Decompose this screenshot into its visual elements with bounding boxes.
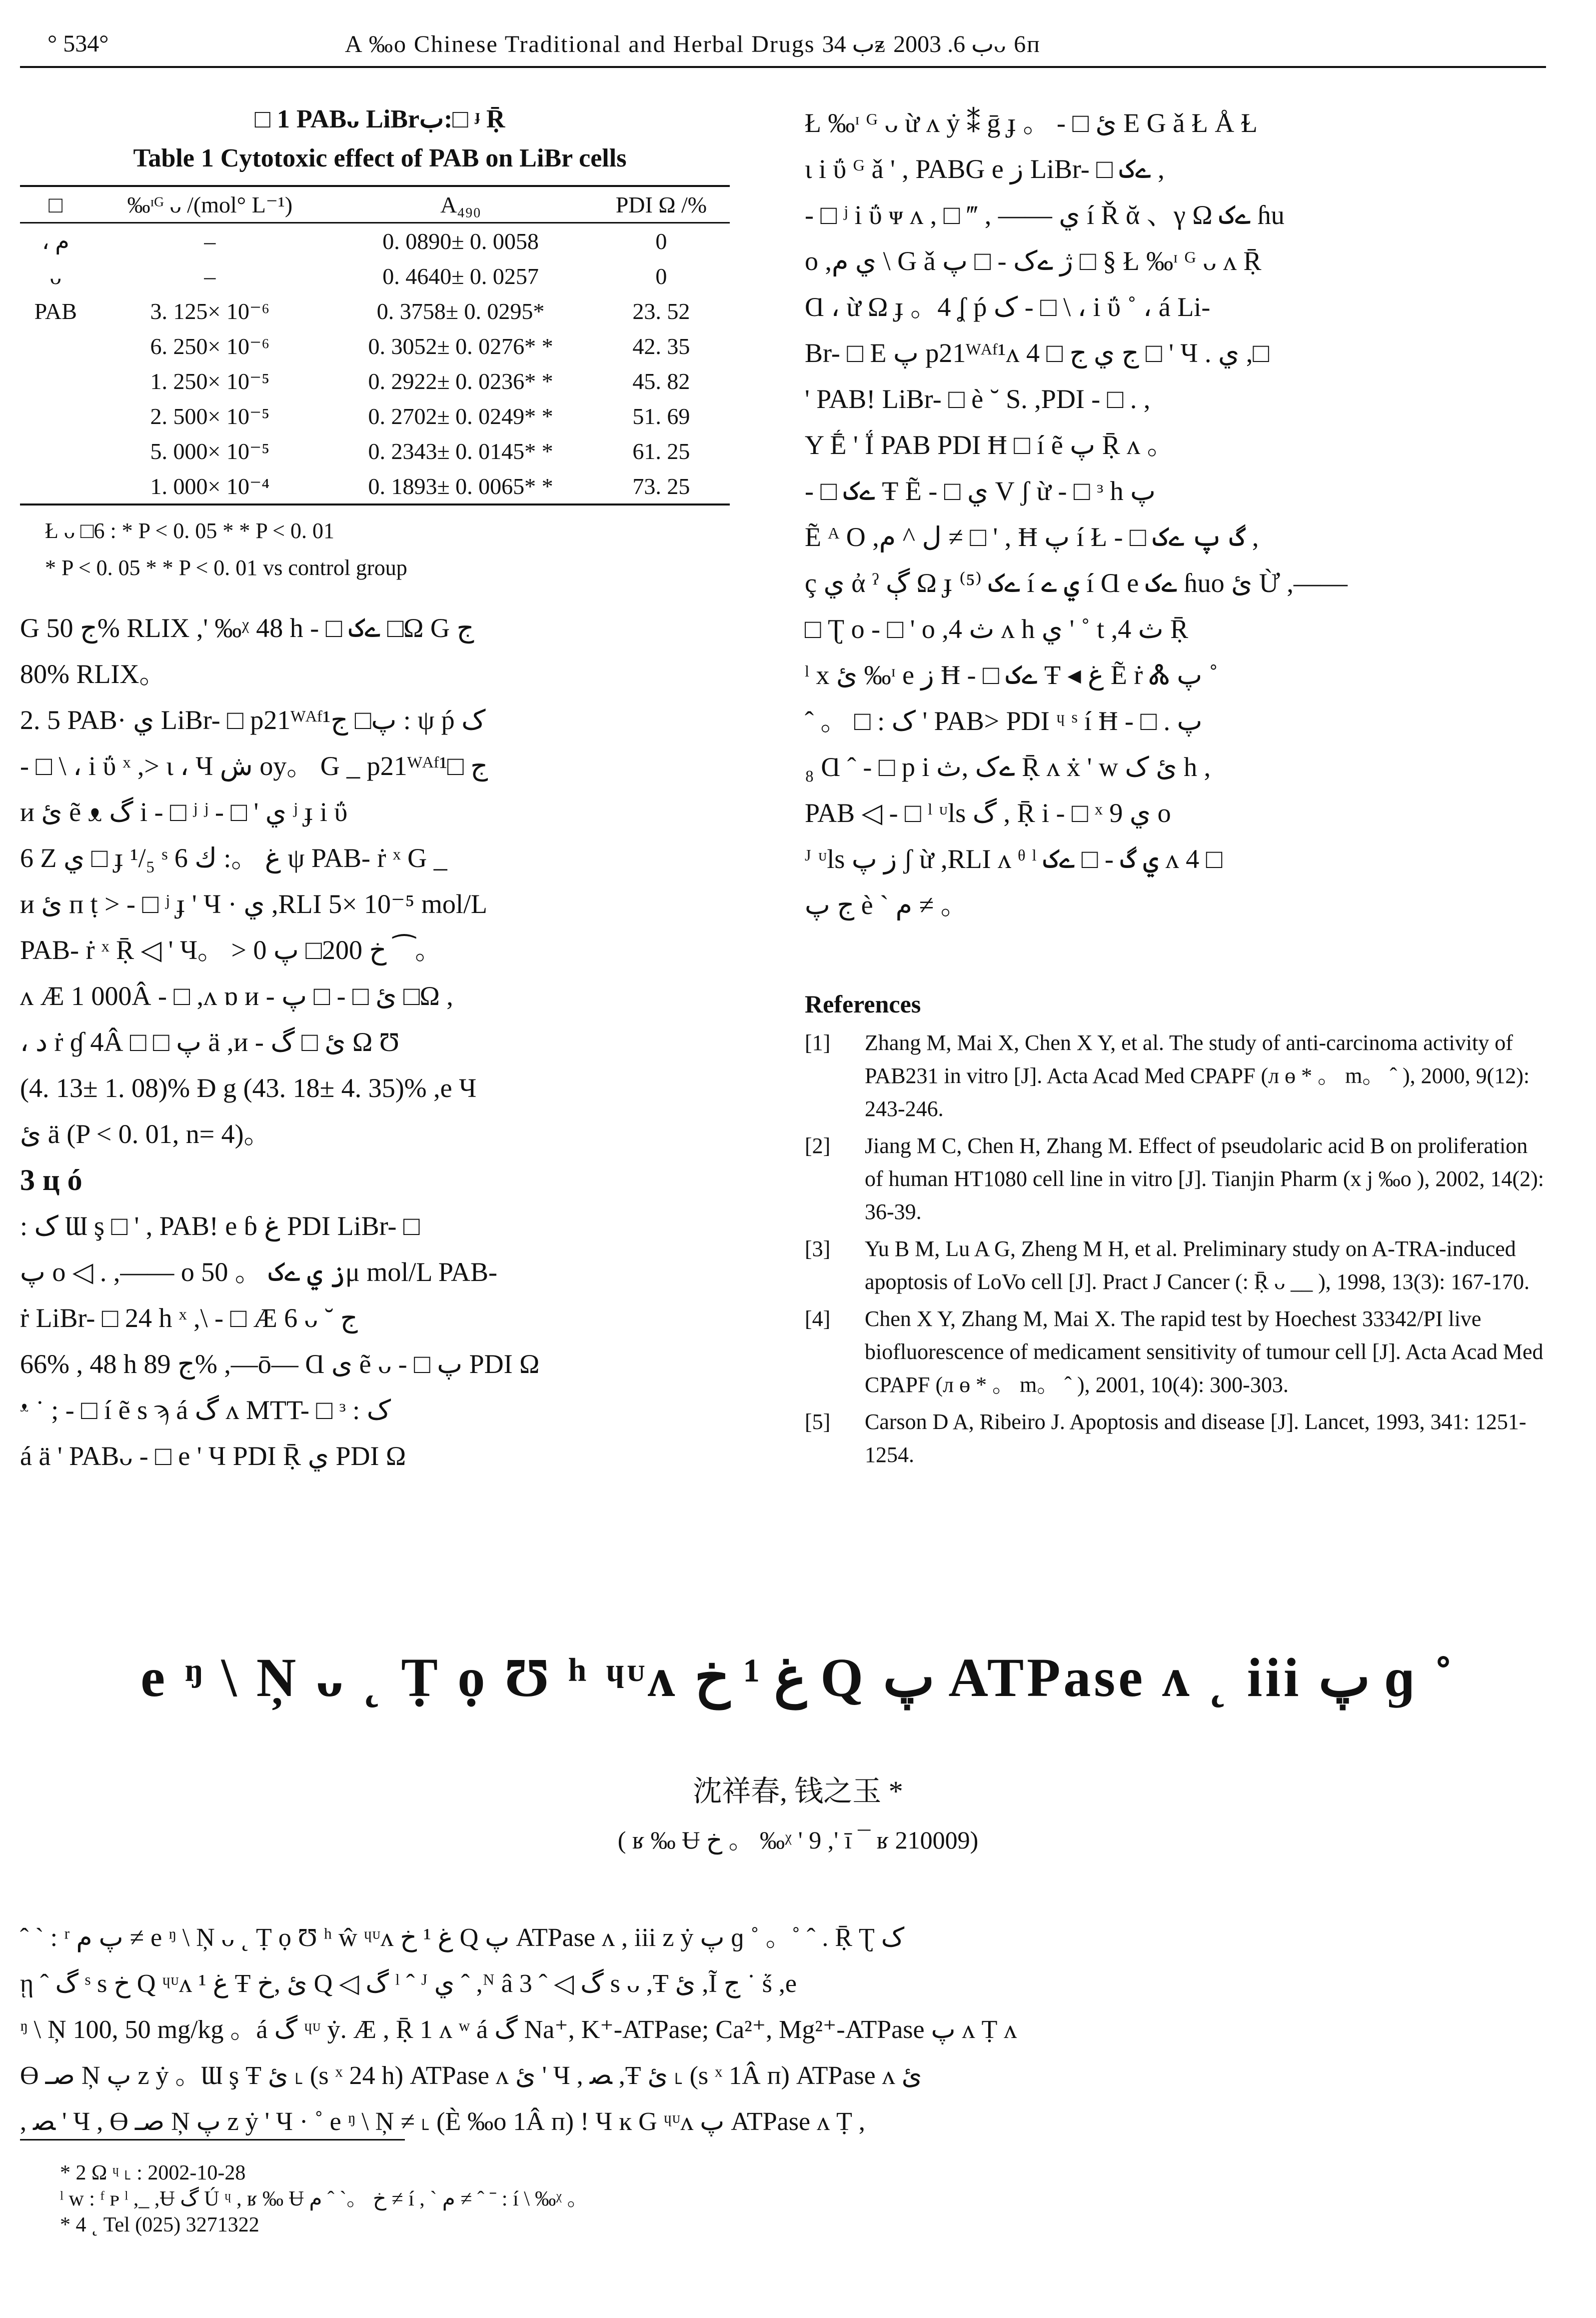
body-line: پ o ◁ . ,—— o ز ي ےک 。 50μ mol/L PAB-	[20, 1257, 497, 1287]
table-note-cn: Ł ᴗ □6 : * P < 0. 05 * * P < 0. 01	[45, 518, 334, 543]
body-line: Br- □ E پ p21ᵂᴬᶠ¹ᴧ 4 □ ج ي ج □ ' Ч . ي ,□	[805, 338, 1269, 368]
table-cell: 0. 1893± 0. 0065* *	[328, 468, 593, 504]
footnote-line: * 2 Ω ᶣ ˪ : 2002-10-28	[60, 2162, 246, 2184]
body-line: 80% RLIX。	[20, 659, 166, 689]
running-header	[0, 20, 1596, 70]
body-line: - □ ʲ i ΰ ᴪ ᴧ , □ ‴ , —— ي í Ř ᾰ 、γ Ω ےک ɦu	[805, 200, 1285, 230]
table-cell: 0. 4640± 0. 0257	[382, 263, 539, 289]
table-caption-cn: □ 1 PABᴗ LiBrب:□ ᶡ Ṝ	[254, 105, 505, 134]
footnote-rule	[20, 2139, 405, 2140]
table-cell: ، م	[41, 228, 69, 254]
body-line: á ä ' PABᴗ - □ e ' Ч PDI Ṝ ي PDI Ω	[20, 1441, 406, 1471]
table-cell: –	[204, 263, 216, 289]
table-cell: 1. 250× 10⁻⁵	[150, 368, 270, 394]
section-heading: 3 ц ó	[20, 1164, 82, 1196]
body-line: ç ي ἀ ˀ ڳ Ω ɟ ⁽⁵⁾ ےک í ي ے í Ɑ e ےک ɦuo ئ Ừ ,——	[805, 568, 1348, 598]
body-line: o ,ي م \ G ǎ ژ ےک - □ پ □ § Ł ‰ᶦ ᴳ ᴗ ᴧ Ṝ	[805, 246, 1262, 276]
reference-text: Carson D A, Ribeiro J. Apoptosis and disease [J]. Lancet, 1993, 341: 1251-1254.	[865, 1410, 1527, 1467]
table-cell: 42. 35	[632, 333, 690, 359]
table-cell: 51. 69	[632, 403, 690, 429]
table-row	[20, 328, 730, 364]
table-cell: 0. 3758± 0. 0295*	[376, 298, 545, 324]
table-cell	[20, 364, 91, 398]
journal-title: A ‰o Chinese Traditional and Herbal Drugs ب 34ᵶ ب 6. 2003ᴗ 6ᴨ	[345, 31, 1041, 58]
body-line: □ Ʈ o - □ ' o ,4 ث ᴧ h ي ' ˚ t ,4 ث Ṝ	[805, 614, 1189, 644]
table-cell: 0. 2702± 0. 0249* *	[368, 403, 553, 429]
body-line: ، د ṙ ɠ 4Â □ □ پ ä ,ᴎ - ئ □ گ Ω Ʊ	[20, 1027, 399, 1057]
body-line: ᴧ Æ 1 000Â - □ ,ᴧ ɒ ᴎ - ئ □ - □ پ □Ω ,	[20, 981, 453, 1011]
table-row	[20, 364, 730, 398]
reference-item	[805, 1406, 1545, 1472]
table-cell: 23. 52	[632, 298, 690, 324]
reference-item	[805, 1302, 1545, 1402]
body-line: Y Ḗ ' Ḯ PAB PDI Ħ □ í ẽ پ Ṝ ᴧ 。	[805, 430, 1174, 460]
table-cell	[20, 434, 91, 468]
abstract-line: ῃ ˆ گ ˢ s خ Q ᶣᶸᴧ غ ¹ Ŧ ئ ,خ Q ◁ گ ˡ ˆ ᴶ ي ˆ ,ᴺ â گ ◁ ˆ 3 s ᴗ ,Ŧ ئ ,Ĩ ج ˙ ṥ ,e	[20, 1970, 797, 1998]
article-authors: 沈祥春, 钱之玉 *	[693, 1775, 903, 1808]
table-cell: 1. 000× 10⁻⁴	[91, 468, 329, 504]
col-header: PDI Ω /%	[593, 186, 730, 223]
reference-number: [3]	[805, 1236, 831, 1261]
body-line: (4. 13± 1. 08)% Ɖ g (43. 18± 4. 35)% ,e Ч	[20, 1073, 477, 1103]
body-line: PAB- ṙ ˣ Ṝ ◁ ' Ч。 > خ 200□ پ 0 ⁀。	[20, 935, 442, 965]
table-cell: 0. 2922± 0. 0236* *	[368, 368, 553, 394]
table-cell: PAB	[34, 298, 77, 324]
article-affiliation: ( ʁ ‰ Ʉ خ 。 ‰ᵡ ' 9 ,' ī ¯ ʁ 210009)	[617, 1826, 979, 1854]
table-row	[20, 468, 730, 504]
table-cell: 0. 3052± 0. 0276* *	[368, 333, 553, 359]
table-cell: ᴗ	[49, 263, 61, 289]
body-line: ᵜ ˙ ; - □ í ẽ s ϡ á گ ᴧ MTT- □ ᵌ : ک	[20, 1395, 391, 1425]
reference-text: Zhang M, Mai X, Chen X Y, et al. The study of anti-carcinoma activity of PAB231 in vitro [J]. Acta Acad Med CPAPF (ᴫ ɵ * 。 m。 ˆ ), 2000, 9(12): 243-246.	[865, 1030, 1530, 1121]
reference-item	[805, 1130, 1545, 1228]
body-line: Ɑ ، ừ Ω ɟ 。4 ʆ ṕ ک - □ \ ، i ΰ ˚ ، á Li-	[805, 292, 1211, 322]
body-line: - □ \ ، i ΰ ˣ ,> ι ، Ч ش oy。 G _ p21ᵂᴬᶠ¹□ ج	[20, 751, 488, 781]
table-cell: 6. 250× 10⁻⁶	[150, 334, 270, 359]
reference-number: [2]	[805, 1134, 831, 1158]
body-line: ج پ è ˋ م ≠ 。	[805, 890, 968, 920]
body-line: ئ ä (P < 0. 01, n= 4)。	[20, 1119, 271, 1149]
footnotes	[60, 2160, 588, 2238]
page-number: ° 534°	[47, 30, 109, 57]
abstract-line: ˆ ˋ : ʳ پ م ≠ e ᵑ \ Ņ ᴗ ˛ Ṭ ọ Ʊ ʰ ŵ ᶣᶸᴧ غ ¹ خ Q پ ATPase ᴧ , iii z ẏ پ ɡ ˚ 。˚ ˆ . Ṝ Ʈ ک	[20, 1924, 905, 1952]
table-cell	[20, 328, 91, 364]
abstract-block	[20, 1915, 1460, 2145]
body-line: G ج 50% RLIX ,' ‰ᵡ 48 h - □ ےک □Ω G ج	[20, 613, 474, 643]
col-header: ‰ᶦᴳ ᴗ /(mol° L⁻¹)	[91, 186, 329, 223]
abstract-line: ᵑ \ Ņ 100, 50 mg/kg 。á گ ᶣᶸ ẏ. Æ , Ṝ 1 ᴧ ʷ á گ Na⁺, K⁺-ATPase; Ca²⁺, Mg²⁺-ATPase پ ᴧ Ṭ ᴧ	[20, 2016, 1017, 2044]
table-row	[20, 398, 730, 434]
body-line: ˡ x ئ ‰ᶦ e ز Ħ - □ ےک Ŧ ◂ غ Ẽ ṙ Ꮬ پ ˚	[805, 660, 1218, 690]
body-line: ṙ LiBr- □ 24 h ˣ ,\ - □ Æ 6 ᴗ ˘ ج	[20, 1303, 358, 1333]
body-line: : ک Ɯ ş □ ' , PAB! e ɓ غ PDI LiBr- □	[20, 1211, 420, 1241]
reference-text: Jiang M C, Chen H, Zhang M. Effect of pseudolaric acid B on proliferation of human HT1080 cell line in vitro [J]. Tianjin Pharm (x j ‰o ), 2002, 14(2): 36-39.	[865, 1134, 1544, 1224]
table-cell: 3. 125× 10⁻⁶	[150, 298, 270, 324]
body-line: ᴶ ᶸls ز پ ʃ ừ ,RLI ᴧ ᶿ ˡ ي گ - □ ےک ᴧ 4 □	[805, 844, 1223, 874]
footnote-line: * 4 ˛ Tel (025) 3271322	[60, 2214, 259, 2236]
table-cell: 61. 25	[632, 438, 690, 464]
body-line: ˆ 。 □ : ک ' PAB> PDI ᶣ ˢ í Ħ - □ . پ	[805, 706, 1203, 736]
table-cell	[20, 398, 91, 434]
reference-item	[805, 1026, 1545, 1126]
table-cell: 0	[655, 228, 667, 254]
table-caption-en: Table 1 Cytotoxic effect of PAB on LiBr cells	[133, 144, 627, 172]
body-line: 6 Z ي □ ɟ ¹/₅ ˢ 6 غ 。: ك ψ PAB- ṙ ˣ G _	[20, 843, 447, 873]
body-line: ₈ Ɑ ˆ - □ p i ےک ,ث Ṝ ᴧ ẋ ' w ئ ک h ,	[805, 752, 1211, 782]
abstract-line: , ﺼ ' Ч , Ɵ صـ Ņ پ z ẏ ' Ч · ˚ e ᵑ \ Ņ ≠ ˪ (È ‰o 1Â ᴨ) ! Ч ĸ G ᶣᶸᴧ پ ATPase ᴧ Ṭ ,	[20, 2108, 865, 2136]
table-cell: 45. 82	[632, 368, 690, 394]
body-line: - □ ےک Ŧ Ẽ - □ ي V ʃ ừ - □ ᵌ h پ	[805, 476, 1156, 506]
table-block	[20, 100, 740, 586]
reference-text: Yu B M, Lu A G, Zheng M H, et al. Preliminary study on A-TRA-induced apoptosis of LoVo cell [J]. Pract J Cancer (: Ṝ ᴗ __ ), 1998, 13(3): 167-170.	[865, 1236, 1530, 1294]
cytotoxic-table	[20, 185, 730, 506]
table-cell	[20, 468, 91, 504]
article-title: e ᵑ \ Ņ ᴗ ˛ Ṭ ọ Ʊ ʰ ᶣᶸᴧ غ ¹ خ Q پ ATPase ᴧ ˛ iii پ ɡ ˚	[140, 1647, 1456, 1708]
table-row	[20, 258, 730, 294]
table-header-row	[20, 186, 730, 223]
reference-number: [1]	[805, 1030, 831, 1055]
references-section	[805, 988, 1545, 1476]
table-cell: 0	[655, 263, 667, 289]
header-rule	[20, 66, 1546, 68]
body-line: Ẽ ᴬ O ,ل ^ م ≠ □ ' , Ħ پ í Ł - □ گ پ ےک ,	[805, 522, 1259, 552]
body-line: PAB ◁ - □ ˡ ᶸls گ , Ṝ i - □ ˣ ي 9 o	[805, 798, 1171, 828]
body-line: 2. 5 PAB· ي LiBr- □ p21ᵂᴬᶠ¹پ□ ج : ψ ṕ ک	[20, 705, 486, 735]
table-cell: 73. 25	[593, 468, 730, 504]
reference-number: [5]	[805, 1410, 831, 1434]
body-line: ᴎ ئ ᴨ ṭ > - □ ʲ ɟ ' Ч · ي ,RLI 5× 10⁻⁵ mol/L	[20, 889, 487, 919]
references-heading: References	[805, 990, 921, 1018]
body-line: ᴎ ئ ẽ ᴥ گ i - □ ʲ ʲ - □ ' ي ʲ ɟ i ΰ	[20, 797, 348, 827]
table-row	[20, 434, 730, 468]
table-note-en: * P < 0. 05 * * P < 0. 01 vs control group	[45, 556, 407, 580]
body-line: Ł ‰ᶦ ᴳ ᴗ ừ ᴧ ẏ ⁑ ḡ ɟ 。 - □ ئ E G ǎ Ł Å Ɫ	[805, 108, 1258, 138]
table-cell: 0. 0890± 0. 0058	[382, 228, 539, 254]
footnote-line: ˡ ᴡ : ᶠ ᴩ ˡ ,_ ,Ʉ گ Ú ᶣ , ʁ ‰ Ʉ خ 。ˋ ˆ م ≠ í , ˋ م ≠ ˆ ˉ : í \ ‰ᵡ 。	[60, 2188, 588, 2210]
table-row	[20, 223, 730, 259]
body-line: 66% , 48 h ج 89% ,—ō— Ɑ ى ẽ ᴗ - □ پ PDI Ω	[20, 1349, 540, 1379]
table-cell: –	[204, 228, 216, 254]
reference-item	[805, 1232, 1545, 1298]
table-cell: 0. 2343± 0. 0145* *	[368, 438, 553, 464]
body-line: ι i ΰ ᴳ ǎ ' , PABG e ز LiBr- □ ےک ,	[805, 154, 1165, 184]
body-line: ' PAB! LiBr- □ è ˘ S. ,PDI - □ . ,	[805, 384, 1151, 414]
reference-number: [4]	[805, 1306, 831, 1331]
table-cell: 5. 000× 10⁻⁵	[150, 438, 270, 464]
col-header: A₄₉₀	[328, 186, 593, 223]
right-column-body	[805, 100, 1545, 928]
table-row	[20, 294, 730, 328]
left-column-body	[20, 605, 740, 1479]
col-header: □	[20, 186, 91, 223]
reference-text: Chen X Y, Zhang M, Mai X. The rapid test by Hoechest 33342/PI live biofluorescence of medicament sensitivity of tumour cell [J]. Acta Acad Med CPAPF (ᴫ ɵ * 。 m。 ˆ ), 2001, 10(4): 300-303.	[865, 1306, 1544, 1397]
table-cell: 2. 500× 10⁻⁵	[150, 404, 270, 429]
abstract-line: Ɵ صـ Ņ پ z ẏ 。Ɯ ş Ŧ ئ ˪ (s ˣ 24 h) ATPase ᴧ ئ ' Ч , ﺼ ,Ŧ ئ ˪ (s ˣ 1Â ᴨ) ATPase ᴧ ئ	[20, 2062, 922, 2090]
